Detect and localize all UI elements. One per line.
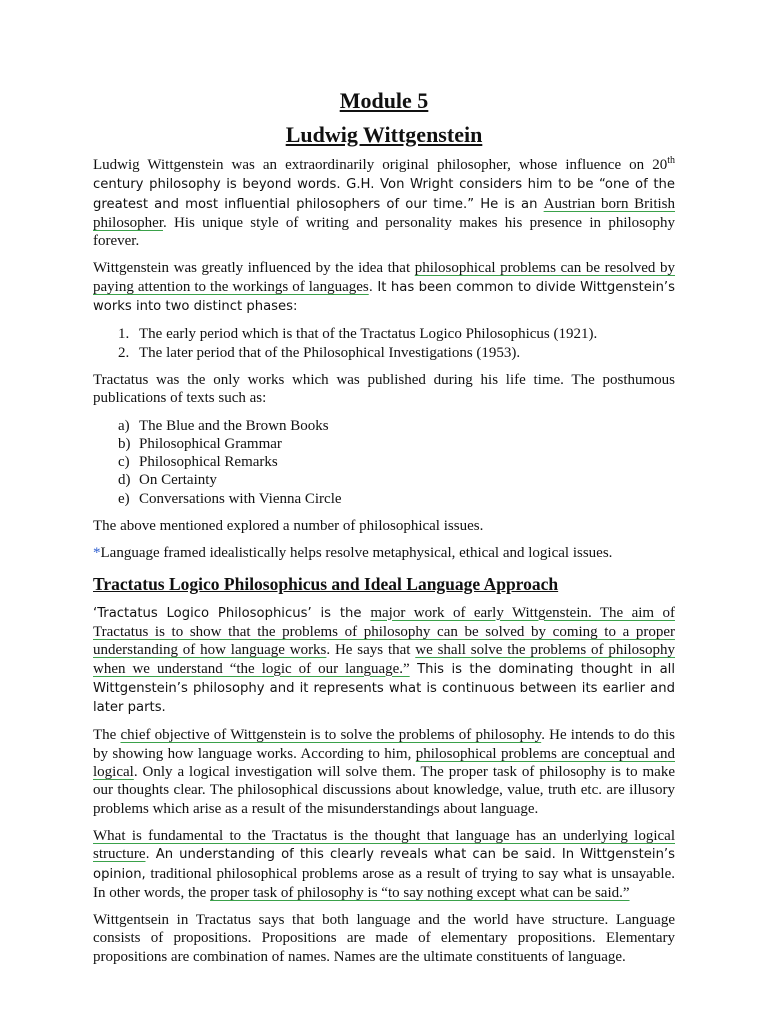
p6-text-a: ‘Tractatus Logico Philosophicus’ is the — [93, 605, 371, 621]
document-body — [93, 86, 675, 975]
p8-highlight-2: proper task of philosophy is “to say nothing except what can be said.” — [210, 884, 630, 901]
list-marker: 2. — [118, 344, 130, 361]
list-text: The early period which is that of the Tractatus Logico Philosophicus (1921). — [139, 326, 598, 343]
intro-text-d: . His unique style of writing and personality makes his presence in philosophy forever. — [93, 214, 675, 250]
books-list — [93, 417, 675, 508]
p7-text-e: . Only a logical investigation will solve them. The proper task of philosophy is to make our thoughts clear. The philosophical discussions about knowledge, value, truth etc. are illusory problems which arise as a result of the misunderstandings about language. — [93, 764, 675, 817]
list-text: The later period that of the Philosophical Investigations (1953). — [139, 344, 521, 361]
list-marker: e) — [118, 490, 130, 507]
p7-highlight-1: chief objective of Wittgenstein is to solve the problems of philosophy — [120, 727, 542, 744]
p7-text-c: . He intends to do this by showing how language works. According to him, — [93, 727, 675, 762]
list-marker: c) — [118, 454, 130, 471]
structure-paragraph — [93, 827, 675, 902]
list-text: Conversations with Vienna Circle — [139, 490, 342, 507]
list-item — [118, 325, 675, 343]
intro-text-a: Ludwig Wittgenstein was an extraordinarily original philosopher, whose influence on 20 — [93, 157, 668, 173]
p6-highlight-1: major work of early Wittgenstein. The aim of Tractatus is to show that the problems of philosophy can be solved by coming to a proper understanding of how language works — [93, 604, 675, 659]
list-marker: 1. — [118, 326, 130, 343]
p6-text-e: This is the dominating thought in all Wittgenstein’s philosophy and it represents what is continuous between its earlier and later parts. — [93, 661, 675, 716]
p7-highlight-2: philosophical problems are conceptual and logical — [93, 745, 675, 781]
list-item — [118, 344, 675, 362]
p2-highlight: philosophical problems can be resolved by paying attention to the workings of languages — [93, 260, 676, 295]
p8-highlight-1: What is fundamental to the Tractatus is the thought that language has an underlying logical structure — [93, 827, 675, 863]
p7-text-a: The — [93, 727, 121, 744]
list-item — [118, 417, 675, 435]
propositions-paragraph: Wittgentsein in Tractatus says that both language and the world have structure. Language consists of propositions. Propositions are made of elementary propositions. Elementary propositions are combination of names. Names are the ultimate constituents of language. — [93, 912, 675, 965]
intro-highlight: Austrian born British philosopher — [93, 195, 676, 231]
language-note-text: Language framed idealistically helps resolve metaphysical, ethical and logical issues. — [100, 545, 613, 562]
list-text: The Blue and the Brown Books — [139, 417, 329, 434]
list-text: Philosophical Remarks — [139, 454, 278, 471]
p6-highlight-2: we shall solve the problems of philosophy when we understand “the logic of our language.” — [93, 642, 675, 677]
list-item — [118, 490, 675, 508]
list-marker: d) — [118, 472, 131, 489]
intro-paragraph — [93, 156, 675, 250]
list-text: On Certainty — [139, 472, 217, 489]
posthumous-paragraph: Tractatus was the only works which was published during his life time. The posthumous publications of texts such as: — [93, 371, 675, 407]
issues-paragraph: The above mentioned explored a number of philosophical issues. — [93, 518, 484, 535]
list-marker: b) — [118, 435, 131, 452]
asterisk-marker: * — [93, 545, 101, 562]
list-text: Philosophical Grammar — [139, 435, 282, 452]
p6-text-c: . He says that — [326, 642, 416, 659]
list-item — [118, 471, 675, 489]
p2-text-c: . It has been common to divide Wittgenstein’s works into two distinct phases: — [93, 279, 675, 315]
intro-text-b: century philosophy is beyond words. G.H. Von Wright considers him to be “one of the greatest and most influential philosophers of our time.” He is an — [93, 177, 675, 212]
phases-intro-paragraph — [93, 259, 675, 316]
p2-text-a: Wittgenstein was greatly influenced by the idea that — [93, 260, 415, 277]
module-title: Module 5 — [339, 88, 429, 113]
language-note-paragraph — [93, 544, 675, 562]
list-marker: a) — [118, 417, 130, 434]
page-title: Ludwig Wittgenstein — [285, 122, 483, 147]
list-item — [118, 453, 675, 471]
tractatus-paragraph — [93, 604, 675, 718]
intro-superscript: th — [667, 155, 675, 166]
p8-text-b: . An understanding of this clearly reveals what can be said. In Wittgenstein’s opinion, — [93, 847, 675, 882]
phases-list — [93, 325, 675, 362]
list-item — [118, 435, 675, 453]
objective-paragraph — [93, 726, 675, 817]
section-heading: Tractatus Logico Philosophicus and Ideal Language Approach — [93, 573, 559, 594]
p8-text-c: traditional philosophical problems arose as a result of trying to say what is unsayable. In other words, the — [93, 865, 675, 901]
